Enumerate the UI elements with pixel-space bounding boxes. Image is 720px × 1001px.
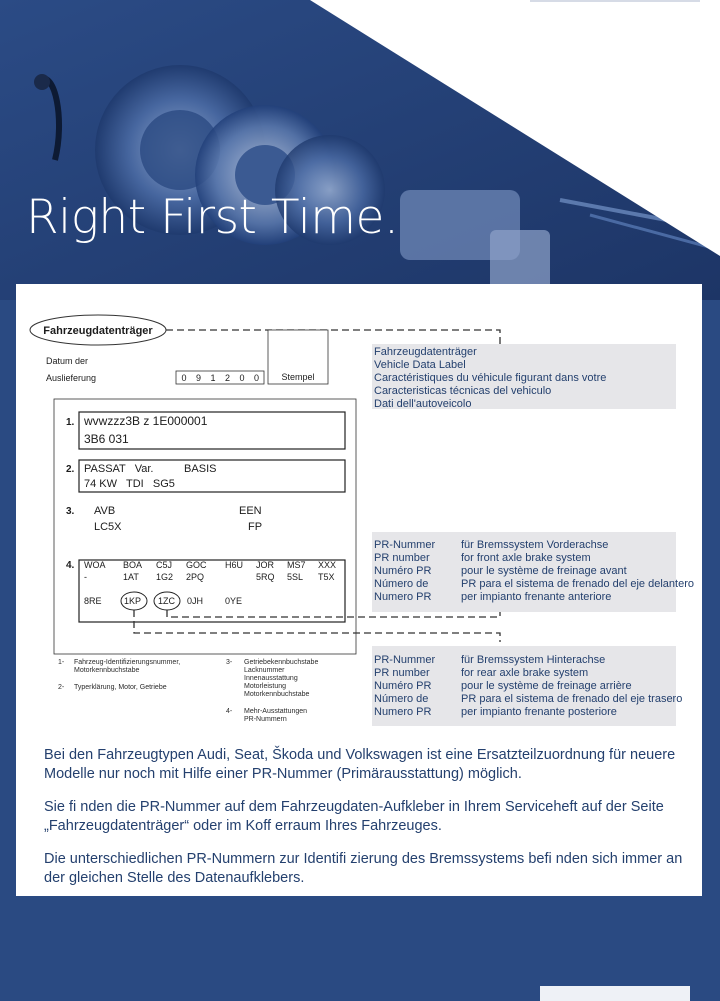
legend-number: 4- xyxy=(226,708,233,715)
row1-line2: 3B6 031 xyxy=(84,432,129,446)
legend-number: 1- xyxy=(58,659,65,666)
row1-num: 1. xyxy=(66,417,75,428)
info-desc: PR para el sistema de frenado del eje trasero xyxy=(461,693,683,705)
pr-code: BOA xyxy=(123,560,143,570)
delivery-label-2: Auslieferung xyxy=(46,373,97,383)
info-term: PR-Nummer xyxy=(374,539,436,551)
pr-code: 1KP xyxy=(124,596,142,606)
info-term: PR-Nummer xyxy=(374,654,436,666)
pr-code: XXX xyxy=(318,560,337,570)
pr-code: 0JH xyxy=(187,596,204,606)
legend-text: Motorkennbuchstabe xyxy=(74,667,140,674)
pr-code: 5RQ xyxy=(256,572,275,582)
pr-code: 2PQ xyxy=(186,572,205,582)
paragraph-1: Bei den Fahrzeugtypen Audi, Seat, Škoda und Volkswagen ist eine Ersatzteilzuordnung für neuere Modelle nur noch mit Hilfe einer PR-Nummer (Primärausstattung) möglich. xyxy=(44,747,676,782)
row4-num: 4. xyxy=(66,560,75,571)
row3-left1: AVB xyxy=(94,505,116,517)
row3-right2: FP xyxy=(248,521,263,533)
info-desc: pour le système de freinage avant xyxy=(461,565,627,577)
info-desc: per impianto frenante anteriore xyxy=(461,591,612,603)
top-strip xyxy=(530,0,700,2)
info-desc: für Bremssystem Vorderachse xyxy=(461,539,609,551)
date-digit: 0 xyxy=(253,373,260,383)
info-term: Número de xyxy=(374,693,429,705)
info-line: Vehicle Data Label xyxy=(374,359,466,371)
content-card xyxy=(16,284,702,896)
legend-text: Innenausstattung xyxy=(244,675,298,682)
pr-code: 1G2 xyxy=(156,572,174,582)
info-desc: for rear axle brake system xyxy=(461,667,589,679)
legend-text: Fahrzeug-Identifizierungsnummer, xyxy=(74,659,181,666)
info-term: PR number xyxy=(374,667,430,679)
vehicle-data-label-diagram xyxy=(16,284,702,734)
pr-code: WOA xyxy=(84,560,106,570)
pr-code: H6U xyxy=(225,560,244,570)
legend-number: 2- xyxy=(58,684,65,691)
info-desc: for front axle brake system xyxy=(461,552,591,564)
date-digit: 2 xyxy=(224,373,231,383)
info-line: Caracteristicas técnicas del vehiculo xyxy=(374,385,552,397)
pr-code: 0YE xyxy=(225,596,243,606)
info-term: Numero PR xyxy=(374,591,432,603)
row3-left2: LC5X xyxy=(94,521,122,533)
label-title: Fahrzeugdatenträger xyxy=(43,325,153,337)
hero-image xyxy=(0,0,720,300)
row2-line1: PASSAT Var. BASIS xyxy=(84,463,217,475)
pr-code: 5SL xyxy=(287,572,304,582)
pr-code: T5X xyxy=(318,572,335,582)
pr-code: 1ZC xyxy=(158,596,176,606)
date-digit: 0 xyxy=(239,373,245,383)
legend-text: Typerklärung, Motor, Getriebe xyxy=(74,684,167,691)
legend-text: PR-Nummern xyxy=(244,716,287,723)
info-line: Caractéristiques du véhicule figurant dans votre xyxy=(374,372,607,384)
legend-text: Getriebekennbuchstabe xyxy=(244,659,319,666)
body-text xyxy=(44,746,684,902)
info-desc: PR para el sistema de frenado del eje delantero xyxy=(461,578,694,590)
date-digit: 9 xyxy=(195,373,202,383)
delivery-label-1: Datum der xyxy=(46,356,89,366)
pr-code: 8RE xyxy=(84,596,102,606)
row1-line1: wvwzzz3B z 1E000001 xyxy=(84,414,208,428)
info-term: Numero PR xyxy=(374,706,432,718)
headline: Right First Time. xyxy=(26,190,399,245)
pr-code: MS7 xyxy=(287,560,306,570)
date-digit: 1 xyxy=(210,373,216,383)
pr-code: C5J xyxy=(156,560,173,570)
info-desc: per impianto frenante posteriore xyxy=(461,706,617,718)
info-line: Dati dell'autoveicolo xyxy=(374,398,472,410)
info-term: Numéro PR xyxy=(374,680,432,692)
row2-num: 2. xyxy=(66,464,75,475)
connector-title xyxy=(166,330,500,346)
bottom-strip xyxy=(540,986,690,1001)
row2-line2: 74 KW TDI SG5 xyxy=(84,478,175,490)
legend-text: Lacknummer xyxy=(244,667,285,674)
info-line: Fahrzeugdatenträger xyxy=(374,346,477,358)
info-term: Número de xyxy=(374,578,429,590)
info-desc: pour le système de freinage arrière xyxy=(461,680,632,692)
legend-text: Motorleistung xyxy=(244,683,287,690)
info-term: PR number xyxy=(374,552,430,564)
row3-num: 3. xyxy=(66,506,75,517)
legend-text: Mehr-Ausstattungen xyxy=(244,708,308,715)
row3-right1: EEN xyxy=(239,505,262,517)
paragraph-2: Sie fi nden die PR-Nummer auf dem Fahrzeugdaten-Aufkleber in Ihrem Serviceheft auf der Seite „Fahrzeugdatenträger“ oder im Koff erraum Ihres Fahrzeuges. xyxy=(44,799,664,834)
legend-number: 3- xyxy=(226,659,233,666)
legend-text: Motorkennbuchstabe xyxy=(244,691,310,698)
paragraph-3: Die unterschiedlichen PR-Nummern zur Identifi zierung des Bremssystems befi nden sich immer an der gleichen Stelle des Datenaufklebers. xyxy=(44,851,683,886)
info-desc: für Bremssystem Hinterachse xyxy=(461,654,606,666)
info-term: Numéro PR xyxy=(374,565,432,577)
date-box xyxy=(176,371,264,384)
stamp-label: Stempel xyxy=(281,372,315,382)
pr-code: - xyxy=(84,572,87,582)
pr-code: JOR xyxy=(256,560,274,570)
pr-code: GOC xyxy=(186,560,207,570)
date-digit: 0 xyxy=(181,373,187,383)
pr-code: 1AT xyxy=(123,572,139,582)
